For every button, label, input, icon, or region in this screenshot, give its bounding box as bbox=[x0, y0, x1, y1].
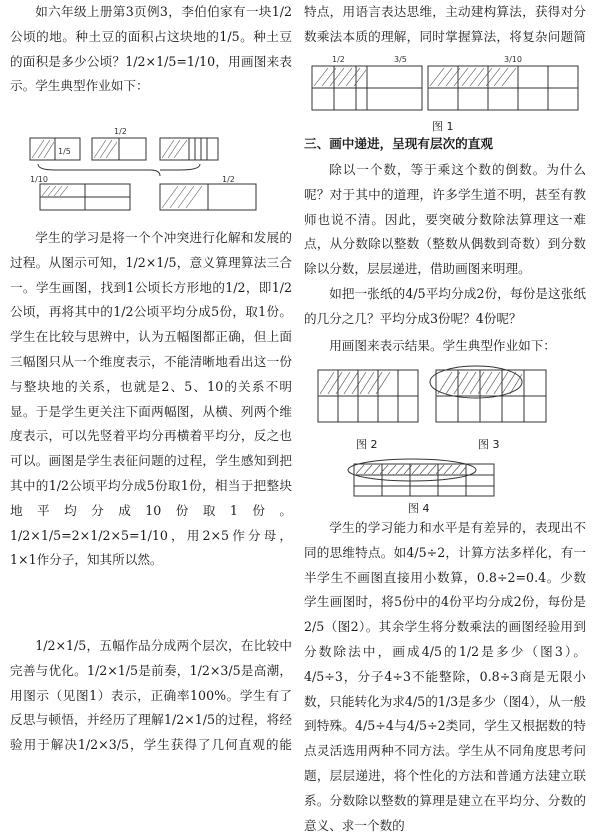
figure-2-caption: 图 2 bbox=[356, 438, 378, 451]
figure-1 bbox=[304, 50, 586, 132]
fig1-label-half: 1/2 bbox=[332, 55, 345, 64]
fig0-label-b: 1/5 bbox=[58, 147, 71, 156]
paragraph-example: 如六年级上册第3页例3，李伯伯家有一块1/2公顷的地。种土豆的面积占这块地的1/5。种土豆的面积是多少公顷？1/2×1/5=1/10，用画图来表示。学生典型作业如下： bbox=[10, 4, 292, 94]
paragraph-continued: 特点，用语言表达思维，主动建构算法，获得对分数乘法本质的理解，同时掌握算法，将复杂问题简 bbox=[304, 4, 586, 44]
figure-4-caption: 图 4 bbox=[408, 502, 430, 515]
fig0-label-d: 1/2 bbox=[222, 175, 235, 184]
fig1-label-three-fifths: 3/5 bbox=[394, 55, 407, 64]
student-drawing-diagram bbox=[10, 124, 292, 226]
figure-2-3 bbox=[304, 358, 586, 456]
figure-1-diagram bbox=[304, 50, 586, 120]
right-column bbox=[304, 0, 586, 836]
paragraph-analysis: 学生的学习是将一个个冲突进行化解和发展的过程。从图示可知，1/2×1/5，意义算理算法三合一。学生画图，找到1公顷长方形地的1/2，即1/2公顷，再将其中的1/2公顷平均分成5份，取1份。学生在比较与思辨中，认为五幅图都正确，但上面三幅图只从一个维度表示，不能清晰地看出这一份与整块地的关系，也就是2、5、10的关系不明显。于是学生更关注下面两幅图，从横、列两个维度表示，可以先竖着平均分再横着平均分，反之也可以。画图是学生表征问题的过程，学生感知到把其中的1/2公顷平均分成5份取1份，相当于把整块地平均分成10份取1份。1/2×1/5=2×1/2×5=1/10，用2×5作分母，1×1作分子，知其所以然。 bbox=[10, 230, 292, 568]
paragraph-question: 如把一张纸的4/5平均分成2份，每份是这张纸的几分之几？平均分成3份呢？4份呢？ bbox=[304, 286, 586, 326]
paragraph-differences: 学生的学习能力和水平是有差异的，表现出不同的思维特点。如4/5÷2，计算方法多样化，有一半学生不画图直接用小数算，0.8÷2=0.4。少数学生画图时，将5份中的4份平均分成2份，每份是2/5（图2）。其余学生将分数乘法的画图经验用到分数除法中，画成4/5的1/2是多少（图3）。4/5÷3，分子4÷3不能整除，0.8÷3商是无限小数，只能转化为求4/5的1/3是多少（图4），从一般到特殊。4/5÷4与4/5÷2类同，学生又根据数的特点灵活选用两种不同方法。学生从不同角度思考问题，层层递进，将个性化的方法和普通方法建立联系。分数除以整数的算理是建立在平均分、分数的意义、求一个数的 bbox=[304, 520, 586, 833]
paragraph-intro: 用画图来表示结果。学生典型作业如下： bbox=[329, 338, 556, 353]
figure-4 bbox=[304, 456, 586, 516]
figure-2-3-diagram bbox=[304, 358, 586, 438]
fig1-label-three-tenths: 3/10 bbox=[504, 55, 522, 64]
section-heading: 三、画中递进，呈现有层次的直观 bbox=[304, 136, 493, 151]
fig0-label-c: 1/10 bbox=[30, 175, 48, 184]
paragraph-layers: 1/2×1/5，五幅作品分成两个层次，在比较中完善与优化。1/2×1/5是前奏，1/2×3/5是高潮，用图示（见图1）表示，正确率100%。学生有了反思与顿悟，并经历了理解1/2×1/5的过程，将经验用于解决1/2×3/5，学生获得了几何直观的能 bbox=[10, 638, 292, 753]
fig0-label-a: 1/2 bbox=[114, 127, 127, 136]
paragraph-division: 除以一个数，等于乘这个数的倒数。为什么呢？对于其中的道理，许多学生道不明，甚至有教师也说不清。因此，要突破分数除法算理这一难点，从分数除以整数（整数从偶数到奇数）到分数除以分数，层层递进，借助画图来明理。 bbox=[304, 162, 586, 277]
figure-student-work-0 bbox=[10, 124, 292, 226]
figure-4-diagram bbox=[304, 456, 586, 500]
figure-1-caption: 图 1 bbox=[432, 120, 454, 133]
figure-3-caption: 图 3 bbox=[478, 438, 500, 451]
left-column bbox=[10, 0, 292, 760]
